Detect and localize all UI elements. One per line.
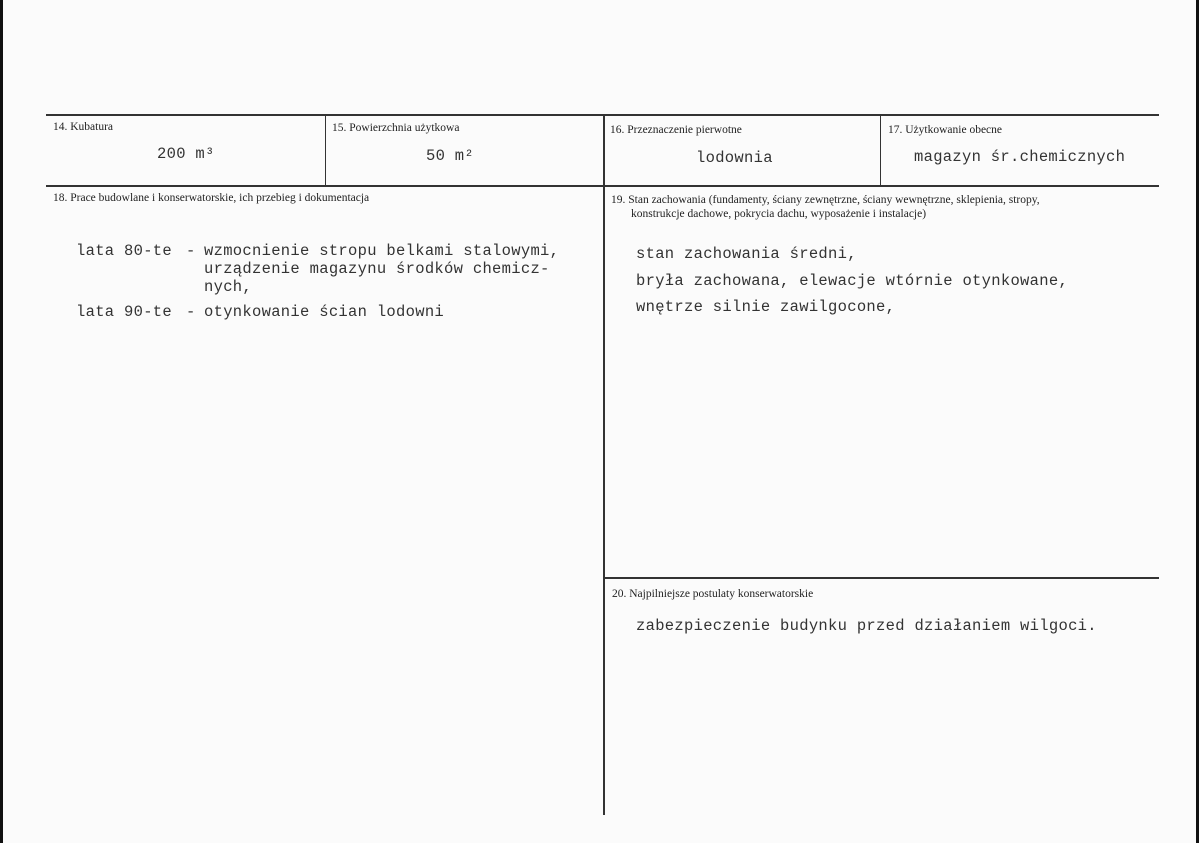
field-19-line-2: bryła zachowana, elewacje wtórnie otynkowane, [636,272,1069,290]
col-divider-3 [880,115,881,186]
field-18-label: 18. Prace budowlane i konserwatorskie, ich przebieg i dokumentacja [53,192,370,204]
field-19-line-3: wnętrze silnie zawilgocone, [636,298,896,316]
field-19-value [636,245,1068,316]
field-18-entry-1-line-2: urządzenie magazynu środków chemicz- [204,260,550,278]
field-19-label-line-1: 19. Stan zachowania (fundamenty, ściany zewnętrzne, ściany wewnętrzne, sklepienia, stropy, [611,194,1040,206]
section-20-divider [604,577,1159,579]
field-15-value: 50 m² [426,147,475,165]
field-18-entry-1-text [204,242,559,296]
field-17-label: 17. Użytkowanie obecne [888,124,1003,136]
field-20-value: zabezpieczenie budynku przed działaniem wilgoci. [636,617,1097,635]
field-14-value: 200 m³ [157,145,215,163]
field-18-entry-2-text: otynkowanie ścian lodowni [204,303,445,321]
field-18-entry-1-period: lata 80-te [76,242,173,260]
col-divider-2 [603,115,605,815]
field-19-line-1: stan zachowania średni, [636,245,857,263]
field-16-label: 16. Przeznaczenie pierwotne [610,124,742,136]
field-14-label: 14. Kubatura [53,121,114,133]
field-16-value: lodownia [696,149,773,167]
field-18-entry-1-dash: - [186,242,196,260]
field-18-entry-1-line-3: nych, [204,278,253,296]
field-18-entry-1-line-1: wzmocnienie stropu belkami stalowymi, [204,242,560,260]
col-divider-1 [325,115,326,186]
field-18-entry-2-dash: - [186,303,196,321]
field-17-value: magazyn śr.chemicznych [914,148,1126,166]
field-18-entry-2-period: lata 90-te [76,303,173,321]
field-20-label: 20. Najpilniejsze postulaty konserwatorskie [612,588,814,600]
field-15-label: 15. Powierzchnia użytkowa [332,122,460,134]
field-19-label-line-2: konstrukcje dachowe, pokrycia dachu, wyposażenie i instalacje) [631,208,927,220]
